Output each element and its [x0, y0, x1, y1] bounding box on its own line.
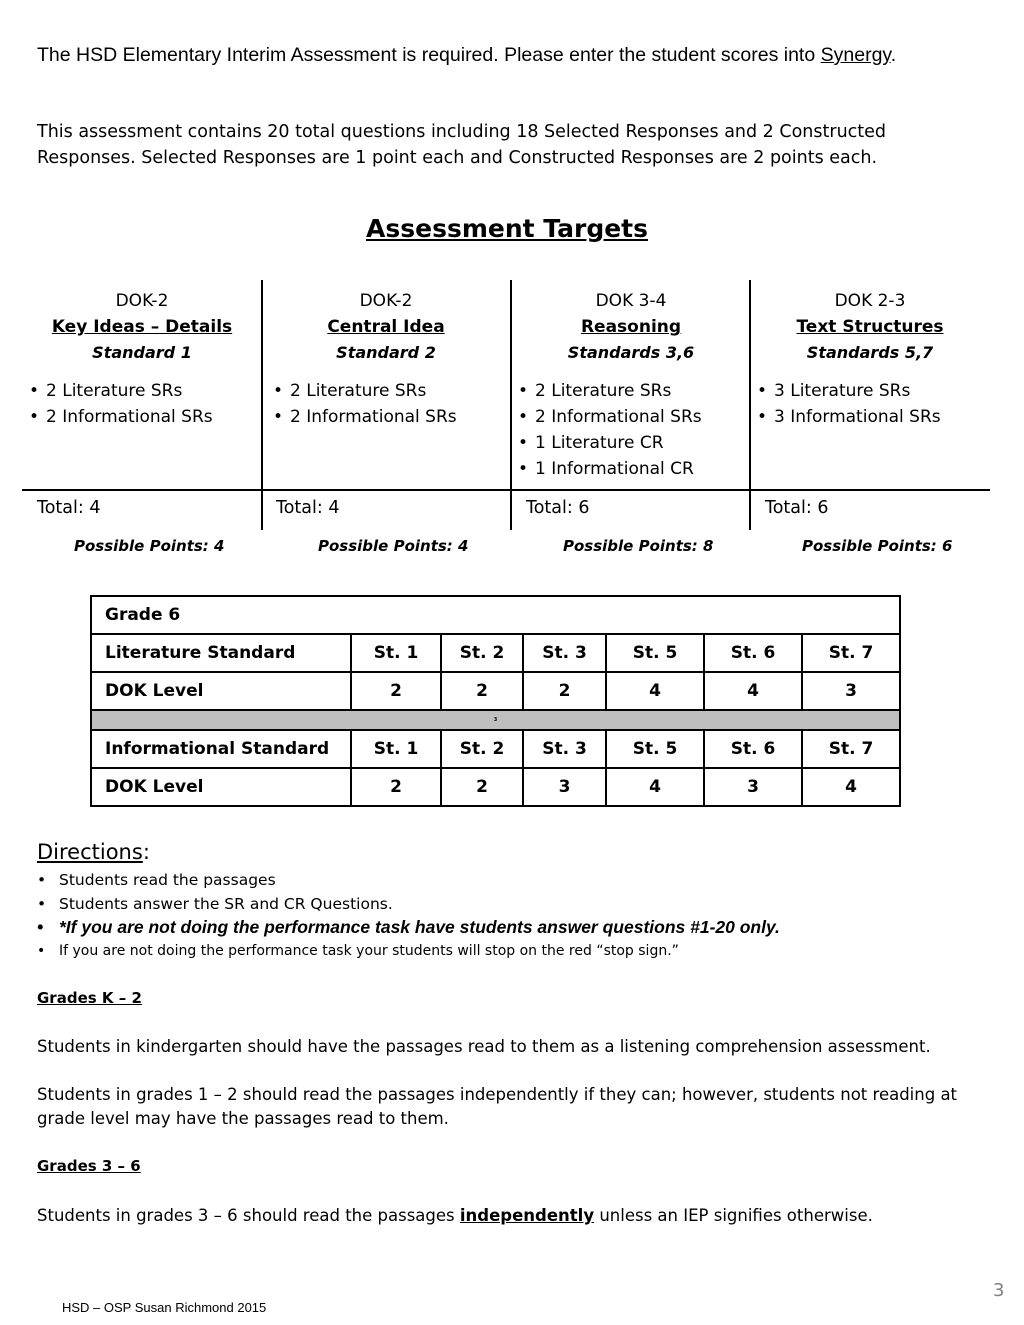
total-value: Total: 4: [276, 498, 340, 518]
column-divider: [749, 280, 751, 530]
table-cell: 2: [523, 672, 606, 710]
list-item: • 2 Informational SRs: [22, 404, 262, 430]
list-item: • 2 Literature SRs: [266, 378, 506, 404]
directions-title-text: Directions: [37, 840, 143, 864]
target-standard: Standard 1: [92, 343, 192, 362]
total-value: Total: 6: [526, 498, 590, 518]
directions-list: [37, 869, 987, 963]
target-column-2: [266, 288, 506, 430]
grade-title: Grade 6: [91, 596, 900, 634]
list-item: • If you are not doing the performance task your students will stop on the red “stop sign.”: [37, 940, 987, 964]
table-cell: 2: [351, 768, 441, 806]
grade-6-standards-table: [90, 595, 901, 807]
column-divider: [510, 280, 512, 530]
intro-text: The HSD Elementary Interim Assessment is required. Please enter the student scores into: [37, 44, 816, 66]
table-cell: 3: [704, 768, 802, 806]
list-item: • 2 Informational SRs: [511, 404, 751, 430]
table-cell: 4: [606, 768, 704, 806]
total-value: Total: 4: [37, 498, 101, 518]
dok-level: DOK 2-3: [834, 291, 906, 311]
target-standard: Standards 3,6: [567, 343, 695, 362]
table-cell: St. 6: [704, 730, 802, 768]
list-item: • 3 Informational SRs: [750, 404, 990, 430]
possible-points: Possible Points: 8: [563, 537, 714, 555]
target-standard: Standards 5,7: [806, 343, 934, 362]
dok-level-label: DOK Level: [91, 768, 351, 806]
directions-title: [37, 840, 150, 864]
possible-points: Possible Points: 4: [74, 537, 225, 555]
list-item: • 1 Literature CR: [511, 430, 751, 456]
table-cell: St. 5: [606, 634, 704, 672]
page-number: 3: [993, 1280, 1005, 1301]
target-column-1: [22, 288, 262, 430]
target-column-4: [750, 288, 990, 430]
paragraph-text: Students in grades 3 – 6 should read the passages: [37, 1206, 460, 1225]
dok-level: DOK 3-4: [595, 291, 667, 311]
assessment-targets-title: Assessment Targets: [366, 214, 648, 243]
list-item: • *If you are not doing the performance task have students answer questions #1-20 only.: [37, 916, 987, 940]
grades-36-paragraph: [37, 1204, 977, 1228]
totals-divider: [22, 489, 990, 491]
target-name: Central Idea: [327, 317, 445, 337]
target-name: Text Structures: [796, 317, 944, 337]
table-cell: St. 1: [351, 730, 441, 768]
dok-level: DOK-2: [359, 291, 413, 311]
table-cell: 4: [606, 672, 704, 710]
target-column-3: [511, 288, 751, 482]
table-cell: St. 7: [802, 730, 900, 768]
list-item: • 2 Literature SRs: [511, 378, 751, 404]
table-cell: St. 3: [523, 730, 606, 768]
list-item: • 2 Literature SRs: [22, 378, 262, 404]
target-name: Key Ideas – Details: [51, 317, 233, 337]
grades-k2-heading: Grades K – 2: [37, 989, 142, 1007]
list-item: • 2 Informational SRs: [266, 404, 506, 430]
emphasis-text: independently: [459, 1206, 595, 1225]
table-cell: St. 5: [606, 730, 704, 768]
table-cell: St. 6: [704, 634, 802, 672]
list-item: • 1 Informational CR: [511, 456, 751, 482]
total-value: Total: 6: [765, 498, 829, 518]
table-cell: 2: [441, 768, 523, 806]
table-cell: 4: [704, 672, 802, 710]
column-divider: [261, 280, 263, 530]
paragraph-text: unless an IEP signifies otherwise.: [594, 1206, 873, 1225]
informational-standard-label: Informational Standard: [91, 730, 351, 768]
table-cell: 2: [351, 672, 441, 710]
target-standard: Standard 2: [336, 343, 436, 362]
table-cell: 3: [523, 768, 606, 806]
list-item: • 3 Literature SRs: [750, 378, 990, 404]
dok-level: DOK-2: [115, 291, 169, 311]
table-separator-row: 3: [91, 710, 900, 730]
grades-k2-paragraph: Students in grades 1 – 2 should read the passages independently if they can; however, students not reading at grade level may have the passages read to them.: [37, 1085, 958, 1128]
target-name: Reasoning: [580, 317, 682, 337]
dok-level-label: DOK Level: [91, 672, 351, 710]
table-cell: 2: [441, 672, 523, 710]
grades-k2-paragraph: Students in kindergarten should have the passages read to them as a listening comprehension assessment.: [37, 1037, 931, 1056]
possible-points: Possible Points: 4: [318, 537, 469, 555]
literature-standard-label: Literature Standard: [91, 634, 351, 672]
directions-colon: :: [142, 840, 150, 864]
list-item: • Students read the passages: [37, 869, 987, 893]
grades-36-heading: Grades 3 – 6: [37, 1157, 141, 1175]
table-cell: St. 1: [351, 634, 441, 672]
table-cell: St. 2: [441, 730, 523, 768]
table-cell: 4: [802, 768, 900, 806]
table-cell: St. 3: [523, 634, 606, 672]
possible-points: Possible Points: 6: [802, 537, 953, 555]
list-item: • Students answer the SR and CR Questions.: [37, 893, 987, 917]
synergy-link[interactable]: Synergy: [820, 44, 891, 66]
table-cell: St. 7: [802, 634, 900, 672]
intro-period: .: [890, 44, 897, 66]
intro-required-notice: [37, 42, 977, 68]
intro-assessment-description: This assessment contains 20 total questions including 18 Selected Responses and 2 Constructed Responses. Selected Responses are 1 point each and Constructed Responses are 2 points each.: [37, 122, 887, 168]
table-cell: 3: [802, 672, 900, 710]
footer-credit: HSD – OSP Susan Richmond 2015: [62, 1300, 267, 1315]
table-cell: St. 2: [441, 634, 523, 672]
